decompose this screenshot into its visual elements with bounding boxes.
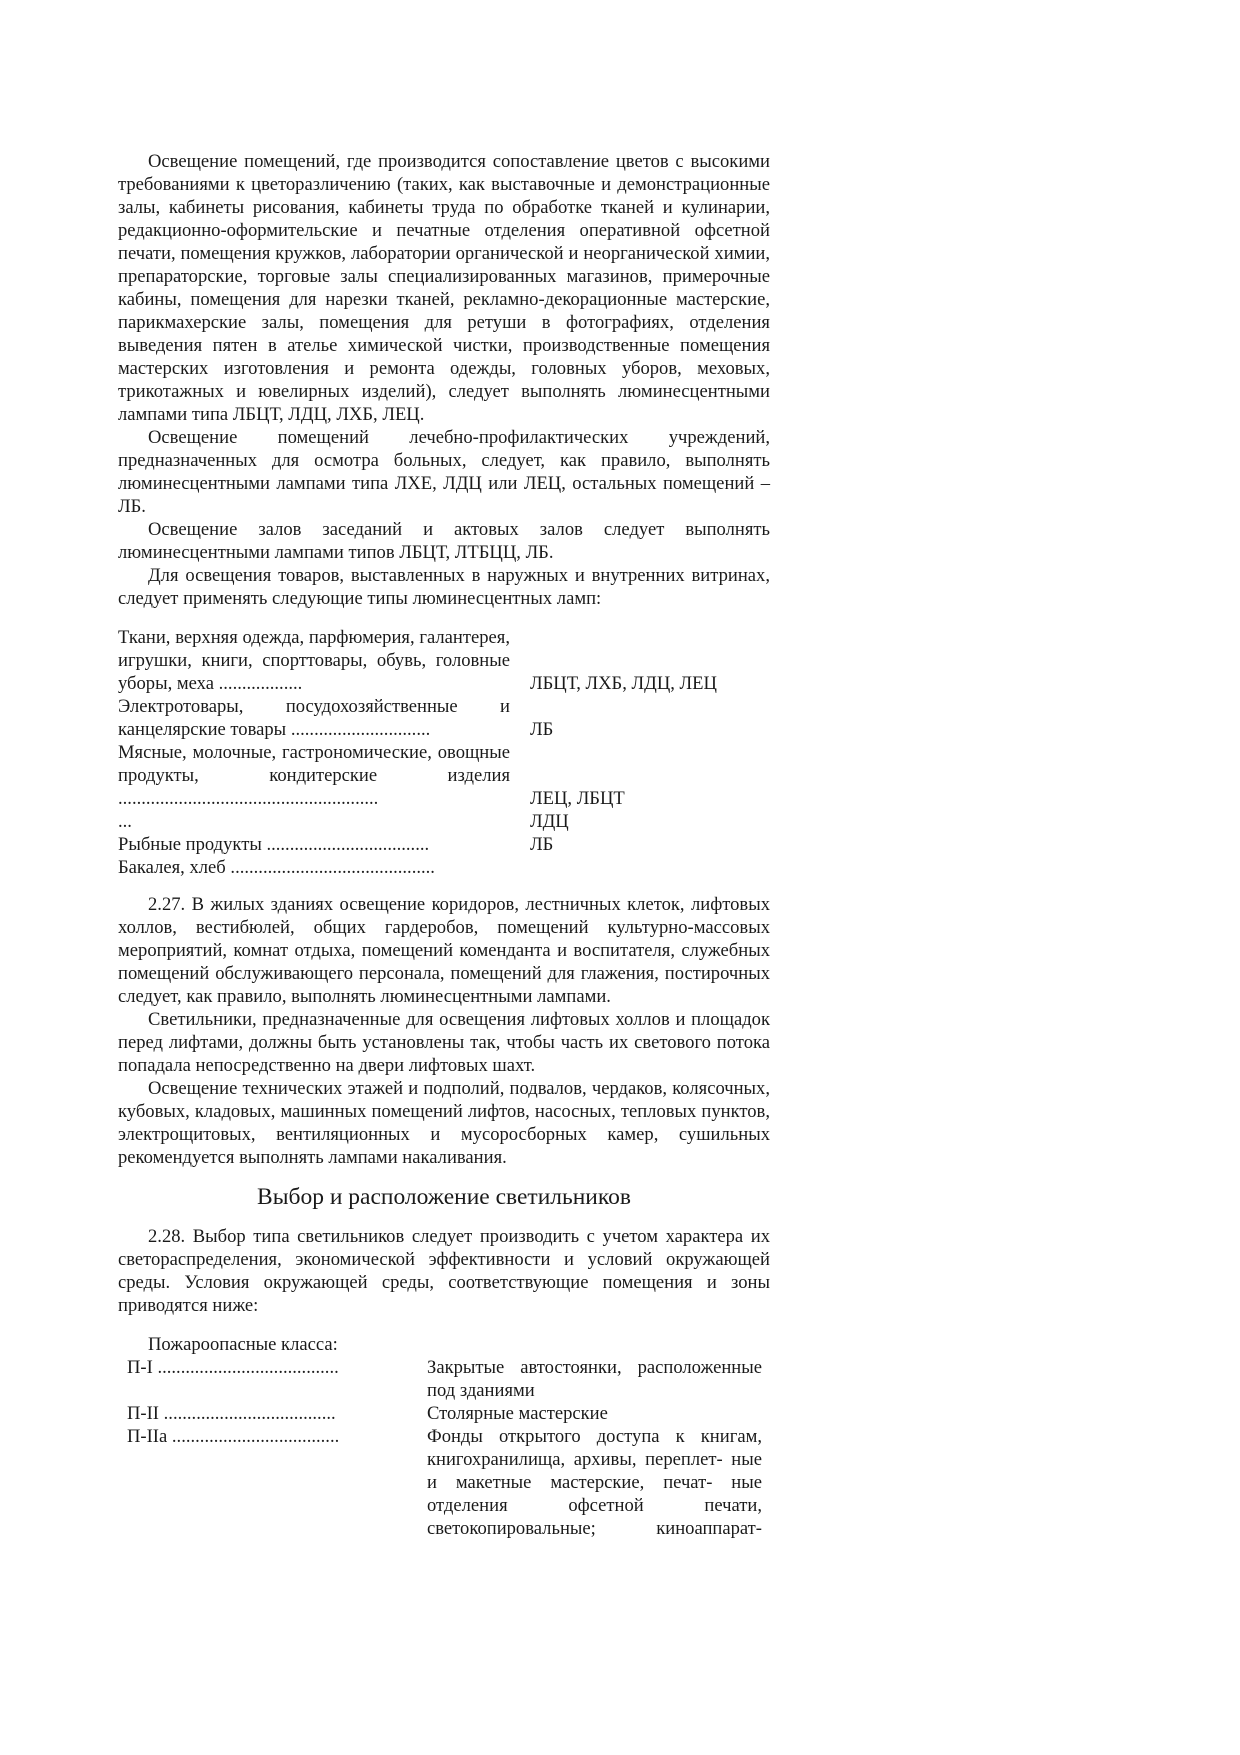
lamps-cell: ЛДЦ	[530, 811, 569, 832]
goods-cell: Рыбные продукты ...................................	[118, 834, 430, 855]
paragraph-color-rooms: Освещение помещений, где производится сопоставление цветов с высокими требованиями к цветоразличению (таких, как выставочные и демонстрационные залы, кабинеты рисования, кабинеты труда по обработке тканей и кулинарии, редакционно-оформительские и печатные отделения оперативной офсетной печати, помещения кружков, лаборатории органической и неорганической химии, препараторские, торговые залы специализированных магазинов, примерочные кабины, помещения для нарезки тканей, рекламно-декорационные мастерские, парикмахерские залы, помещения для ретуши в фотографиях, отделения выведения пятен в ателье химической чистки, производственные помещения мастерских изготовления и ремонта одежды, головных уборов, меховых, трикотажных и ювелирных изделий), следует выполнять люминесцентными лампами типа ЛБЦТ, ЛДЦ, ЛХБ, ЛЕЦ.	[118, 151, 770, 425]
table-row	[118, 1356, 770, 1402]
table-row	[118, 1402, 770, 1425]
lamps-cell: ЛБ	[530, 719, 554, 740]
goods-cell: Ткани, верхняя одежда, парфюмерия, галантерея, игрушки, книги, спорттовары, обувь, головные уборы, меха ..................	[118, 627, 510, 694]
rooms-cell: Фонды открытого доступа к книгам, книгохранилища, архивы, переплет- ные и макетные мастерские, печат- ные отделения офсетной печати, светокопировальные; киноаппарат-	[427, 1426, 762, 1539]
goods-cell: Бакалея, хлеб ............................................	[118, 857, 435, 878]
rooms-cell: Закрытые автостоянки, расположенные под зданиями	[427, 1357, 762, 1401]
document-page	[118, 150, 770, 1540]
lamps-cell	[530, 856, 770, 879]
goods-cell: ...	[118, 811, 132, 832]
table-row	[118, 833, 770, 856]
paragraph-elevator-halls: Светильники, предназначенные для освещения лифтовых холлов и площадок перед лифтами, должны быть установлены так, чтобы часть их светового потока попадала непосредственно на двери лифтовых шахт.	[118, 1009, 770, 1076]
fire-table-heading: Пожароопасные класса:	[148, 1334, 338, 1355]
table-row	[118, 626, 770, 695]
class-cell: П-I .......................................	[127, 1357, 339, 1378]
section-heading: Выбор и расположение светильников	[257, 1184, 631, 1210]
table-row	[118, 1425, 770, 1540]
paragraph-2-28: 2.28. Выбор типа светильников следует производить с учетом характера их светораспределения, экономической эффективности и условий окружающей среды. Условия окружающей среды, соответствующие помещения и зоны приводятся ниже:	[118, 1226, 770, 1316]
lamps-cell: ЛЕЦ, ЛБЦТ	[530, 788, 625, 809]
table-row	[118, 810, 770, 833]
rooms-cell: Столярные мастерские	[427, 1403, 608, 1424]
lamps-cell: ЛБЦТ, ЛХБ, ЛДЦ, ЛЕЦ	[530, 673, 717, 694]
paragraph-medical-rooms: Освещение помещений лечебно-профилактических учреждений, предназначенных для осмотра больных, следует, как правило, выполнять люминесцентными лампами типа ЛХЕ, ЛДЦ или ЛЕЦ, остальных помещений – ЛБ.	[118, 427, 770, 517]
table-row	[118, 856, 770, 879]
class-cell: П-IIа ....................................	[127, 1426, 340, 1447]
paragraph-shop-windows: Для освещения товаров, выставленных в наружных и внутренних витринах, следует применять следующие типы люминесцентных ламп:	[118, 565, 770, 609]
lamp-type-table	[118, 626, 770, 879]
paragraph-2-27: 2.27. В жилых зданиях освещение коридоров, лестничных клеток, лифтовых холлов, вестибюлей, общих гардеробов, помещений культурно-массовых мероприятий, комнат отдыха, помещений коменданта и воспитателя, служебных помещений обслуживающего персонала, помещений для глажения, постирочных следует, как правило, выполнять люминесцентными лампами.	[118, 894, 770, 1007]
class-cell: П-II .....................................	[127, 1403, 336, 1424]
paragraph-technical-floors: Освещение технических этажей и подполий, подвалов, чердаков, колясочных, кубовых, кладовых, машинных помещений лифтов, насосных, тепловых пунктов, электрощитовых, вентиляционных и мусоросборных камер, сушильных рекомендуется выполнять лампами накаливания.	[118, 1078, 770, 1168]
goods-cell: Электротовары, посудохозяйственные и канцелярские товары ..............................	[118, 696, 510, 740]
goods-cell: Мясные, молочные, гастрономические, овощные продукты, кондитерские изделия ........................................................	[118, 742, 510, 809]
table-row	[118, 695, 770, 741]
fire-hazard-table	[118, 1333, 770, 1540]
lamps-cell: ЛБ	[530, 834, 554, 855]
paragraph-meeting-halls: Освещение залов заседаний и актовых залов следует выполнять люминесцентными лампами типов ЛБЦТ, ЛТБЦЦ, ЛБ.	[118, 519, 770, 563]
table-row	[118, 741, 770, 810]
